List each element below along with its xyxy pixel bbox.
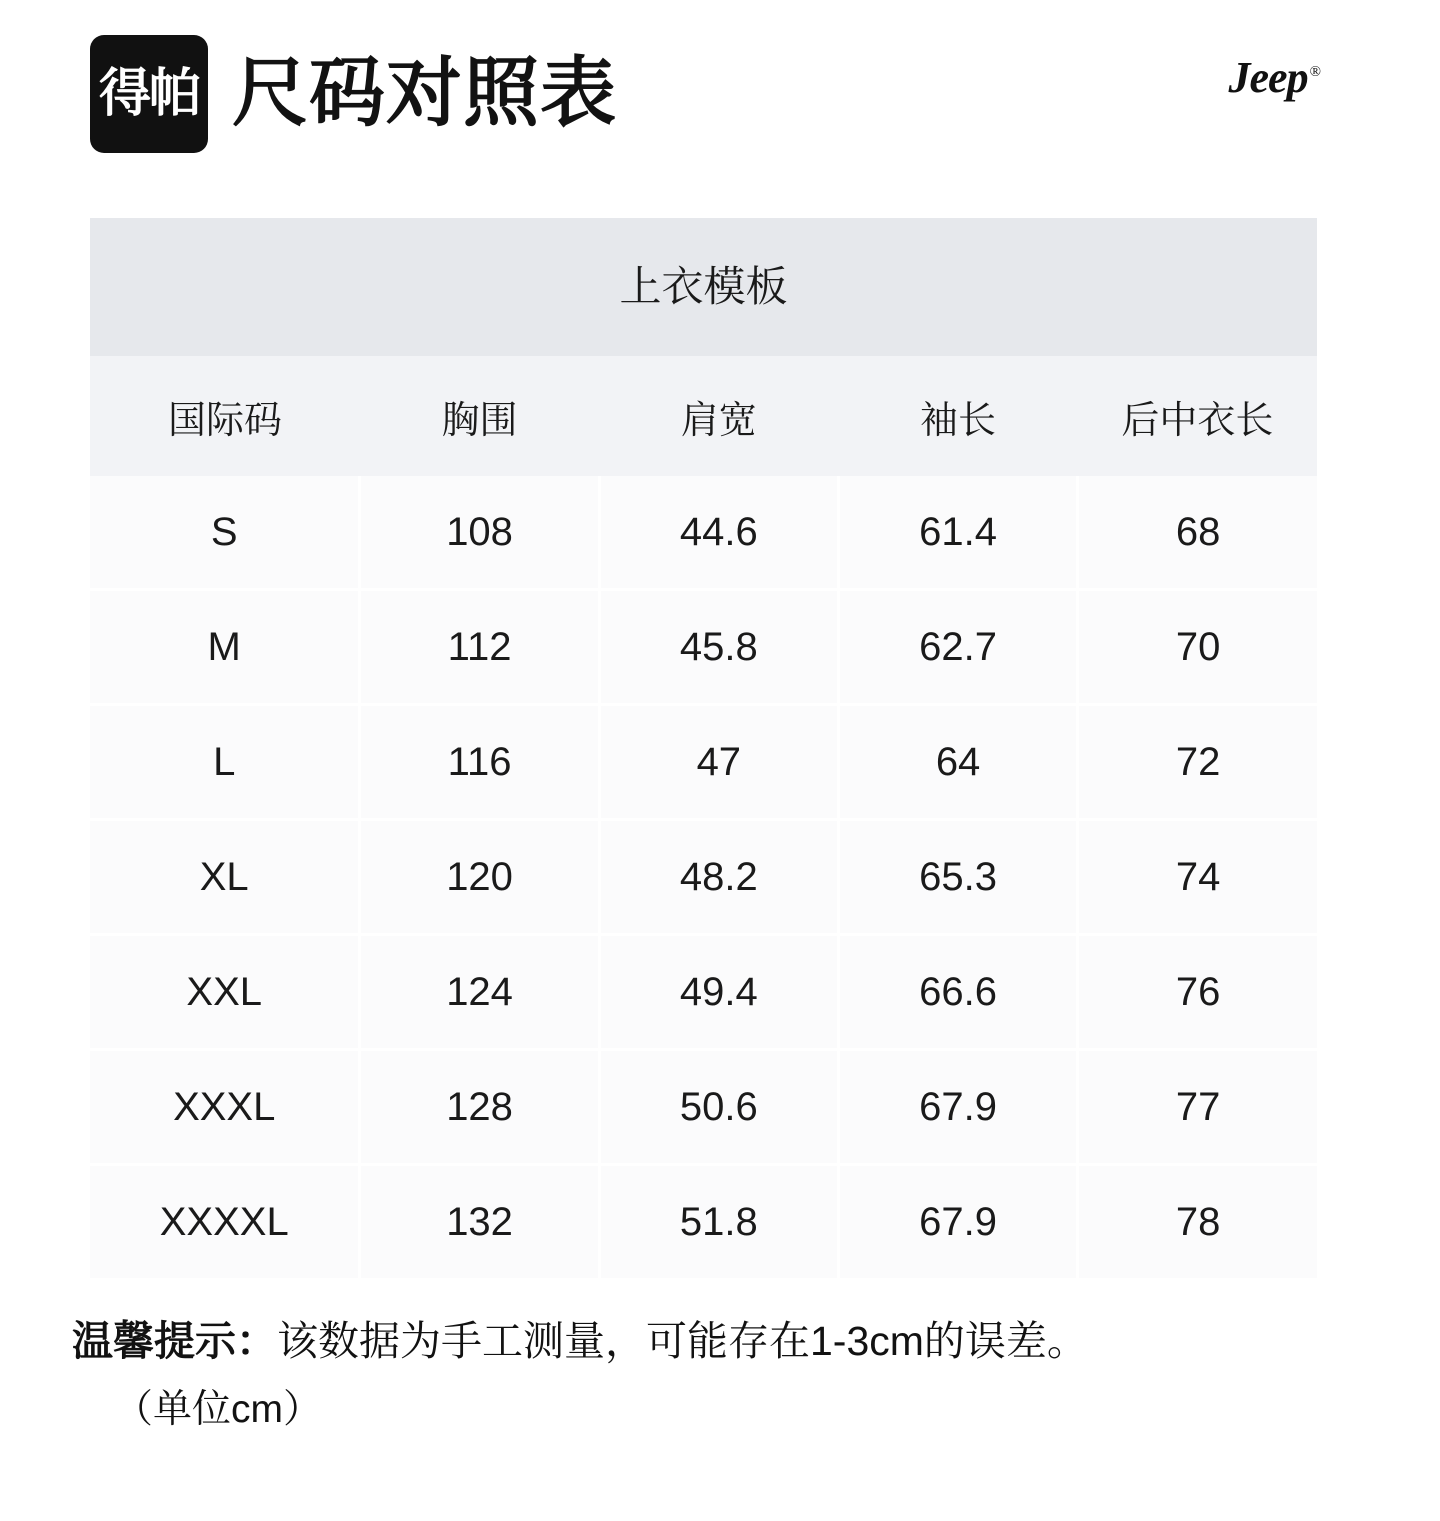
page-title: 尺码对照表 (232, 51, 617, 136)
cell-chest: 120 (360, 820, 599, 935)
cell-shoulder: 48.2 (599, 820, 838, 935)
cell-shoulder: 45.8 (599, 590, 838, 705)
cell-back-length: 74 (1078, 820, 1317, 935)
footer-note (72, 1310, 1368, 1440)
table-row (90, 705, 1317, 820)
shop-logo-badge (90, 35, 208, 153)
cell-size: XXXL (90, 1050, 360, 1165)
cell-sleeve: 67.9 (838, 1165, 1077, 1279)
page-header (0, 0, 1440, 160)
cell-sleeve: 67.9 (838, 1050, 1077, 1165)
cell-size: XXL (90, 935, 360, 1050)
table-body (90, 476, 1317, 1278)
column-header-size: 国际码 (90, 356, 360, 476)
cell-size: XXXXL (90, 1165, 360, 1279)
cell-chest: 132 (360, 1165, 599, 1279)
table-row (90, 476, 1317, 590)
cell-sleeve: 66.6 (838, 935, 1077, 1050)
cell-chest: 128 (360, 1050, 599, 1165)
cell-chest: 108 (360, 476, 599, 590)
cell-shoulder: 47 (599, 705, 838, 820)
cell-chest: 116 (360, 705, 599, 820)
table-row (90, 1165, 1317, 1279)
cell-sleeve: 61.4 (838, 476, 1077, 590)
cell-size: XL (90, 820, 360, 935)
table-header-row (90, 356, 1317, 476)
cell-shoulder: 49.4 (599, 935, 838, 1050)
note-label: 温馨提示： (72, 1318, 277, 1364)
cell-back-length: 76 (1078, 935, 1317, 1050)
registered-mark-icon: ® (1309, 64, 1320, 81)
cell-shoulder: 51.8 (599, 1165, 838, 1279)
cell-size: M (90, 590, 360, 705)
cell-shoulder: 50.6 (599, 1050, 838, 1165)
table-row (90, 1050, 1317, 1165)
shop-logo-text: 得帕 (98, 65, 199, 123)
cell-size: S (90, 476, 360, 590)
table-row (90, 820, 1317, 935)
cell-shoulder: 44.6 (599, 476, 838, 590)
cell-back-length: 70 (1078, 590, 1317, 705)
table-row (90, 935, 1317, 1050)
table-row (90, 590, 1317, 705)
cell-back-length: 77 (1078, 1050, 1317, 1165)
cell-size: L (90, 705, 360, 820)
note-unit: （单位cm） (114, 1387, 322, 1431)
cell-sleeve: 62.7 (838, 590, 1077, 705)
table-caption: 上衣模板 (90, 218, 1317, 356)
size-table (90, 218, 1317, 1278)
size-table-container (90, 218, 1317, 1278)
cell-sleeve: 64 (838, 705, 1077, 820)
cell-back-length: 68 (1078, 476, 1317, 590)
table-head (90, 356, 1317, 476)
column-header-chest: 胸围 (360, 356, 599, 476)
column-header-back-length: 后中衣长 (1078, 356, 1317, 476)
cell-sleeve: 65.3 (838, 820, 1077, 935)
jeep-brand-logo (1229, 52, 1320, 103)
column-header-sleeve: 袖长 (838, 356, 1077, 476)
cell-back-length: 78 (1078, 1165, 1317, 1279)
column-header-shoulder: 肩宽 (599, 356, 838, 476)
jeep-brand-text: Jeep (1228, 53, 1308, 102)
cell-back-length: 72 (1078, 705, 1317, 820)
cell-chest: 124 (360, 935, 599, 1050)
cell-chest: 112 (360, 590, 599, 705)
note-text: 该数据为手工测量，可能存在1-3cm的误差。 (277, 1318, 1088, 1364)
